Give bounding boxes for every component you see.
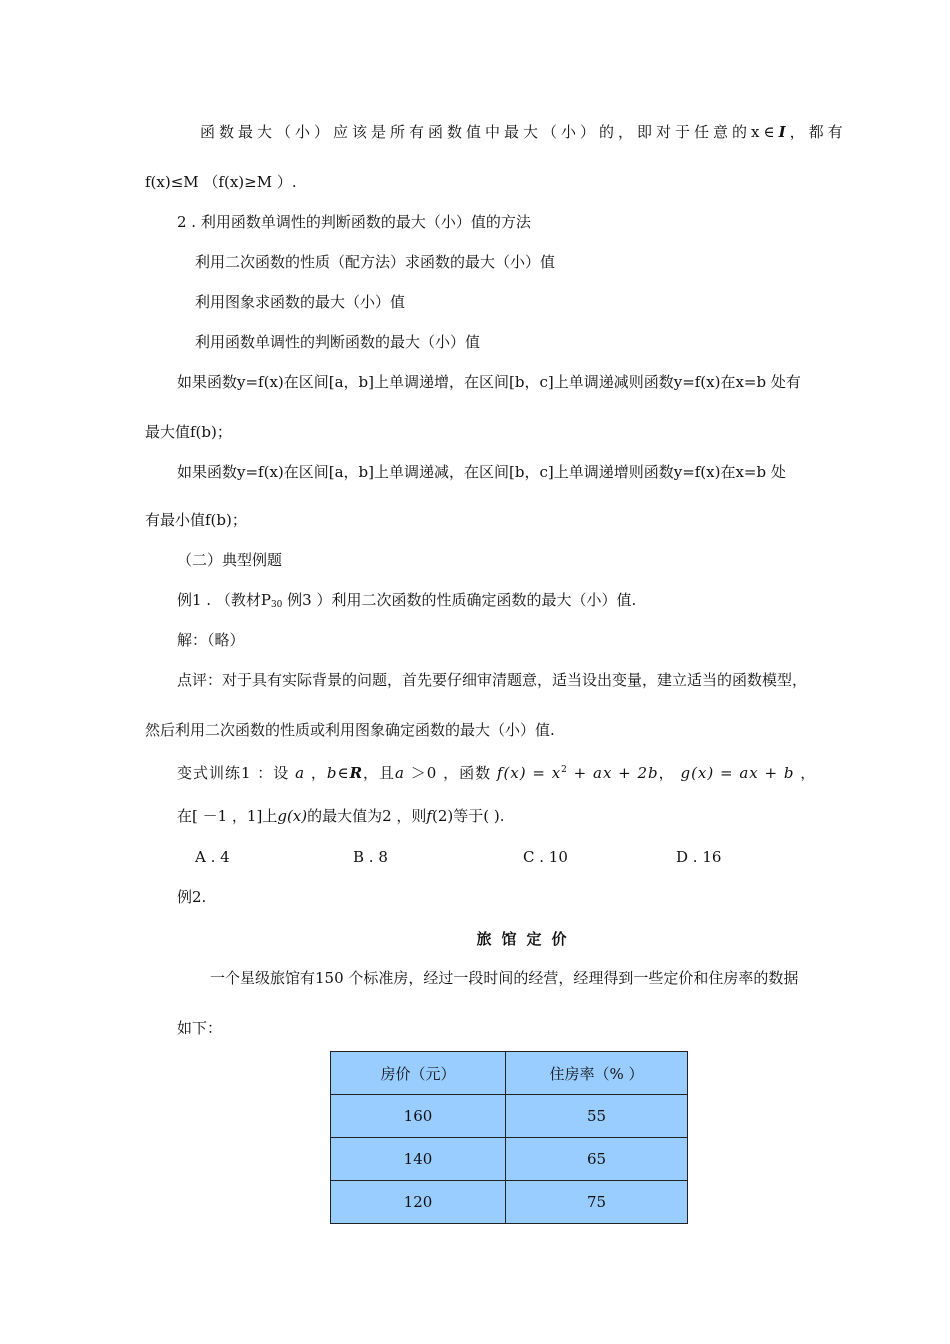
text-line-8: 最大值f(b)； xyxy=(145,423,232,441)
comment-line-2: 然后利用二次函数的性质或利用图象确定函数的最大（小）值. xyxy=(145,721,555,739)
text-span: ， xyxy=(800,764,817,782)
solution-line: 解：（略） xyxy=(177,631,245,649)
table-cell: 55 xyxy=(506,1095,688,1138)
text-span: 在[ －1 ，1]上 xyxy=(177,807,278,825)
section-heading: （二）典型例题 xyxy=(177,551,283,569)
price-occupancy-table xyxy=(330,1051,688,1224)
text-span: ，都有 xyxy=(789,123,847,141)
math-var: f xyxy=(426,807,432,825)
math-var: g xyxy=(680,764,692,782)
text-line-9: 如果函数y=f(x)在区间[a，b]上单调递减，在区间[b，c]上单调递增则函数y=f(x)在x=b 处 xyxy=(177,463,786,481)
math-expr: (x) = x xyxy=(503,764,562,782)
math-var: a xyxy=(295,764,306,782)
math-var: b xyxy=(326,764,338,782)
math-var: f xyxy=(496,764,504,782)
text-span: x∈ xyxy=(751,123,779,141)
text-span: 的最大值为2 ，则 xyxy=(307,807,427,825)
math-expr: + ax + 2b xyxy=(567,764,659,782)
example-2-label: 例2. xyxy=(177,888,207,906)
table-cell: 65 xyxy=(506,1138,688,1181)
text-span: 例3 ）利用二次函数的性质确定函数的最大（小）值. xyxy=(282,591,637,609)
table-header-cell: 住房率（% ） xyxy=(506,1052,688,1095)
math-expr: (2) xyxy=(431,807,454,825)
text-span: 等于( ). xyxy=(453,807,505,825)
option-a: A . 4 xyxy=(195,848,230,866)
variant-exercise-line xyxy=(177,760,816,783)
text-span: 例1 . （教材P xyxy=(177,591,271,609)
table-row xyxy=(331,1181,688,1224)
section-title: 旅馆定价 xyxy=(476,930,577,948)
comment-line-1: 点评：对于具有实际背景的问题，首先要仔细审清题意，适当设出变量，建立适当的函数模型， xyxy=(177,671,808,689)
table-cell: 160 xyxy=(331,1095,506,1138)
option-c: C . 10 xyxy=(523,848,568,866)
math-symbol: I xyxy=(778,123,790,141)
text-span: ， xyxy=(658,764,675,782)
text-line-3: 2 . 利用函数单调性的判断函数的最大（小）值的方法 xyxy=(177,213,531,231)
table-row xyxy=(331,1138,688,1181)
text-line-1 xyxy=(200,122,847,142)
text-line-7: 如果函数y=f(x)在区间[a，b]上单调递增，在区间[b，c]上单调递减则函数y=f(x)在x=b 处有 xyxy=(177,373,801,391)
text-line-4: 利用二次函数的性质（配方法）求函数的最大（小）值 xyxy=(195,253,556,271)
table-header-row xyxy=(331,1052,688,1095)
text-line-6: 利用函数单调性的判断函数的最大（小）值 xyxy=(195,333,481,351)
problem-line-1: 一个星级旅馆有150 个标准房，经过一段时间的经营，经理得到一些定价和住房率的数据 xyxy=(210,969,799,987)
table-cell: 75 xyxy=(506,1181,688,1224)
text-span: ，且 xyxy=(363,764,396,782)
math-var: g xyxy=(277,807,287,825)
math-expr: (x) xyxy=(286,807,308,825)
table-cell: 120 xyxy=(331,1181,506,1224)
option-b: B . 8 xyxy=(353,848,388,866)
text-span: ∈ xyxy=(337,764,350,782)
variant-exercise-line-2 xyxy=(177,806,504,826)
subscript: 30 xyxy=(270,600,283,610)
text-span: ＞0 ，函数 xyxy=(410,764,492,782)
option-d: D . 16 xyxy=(676,848,722,866)
table-row xyxy=(331,1095,688,1138)
problem-line-2: 如下： xyxy=(177,1019,223,1037)
text-line-2: f(x)≤M （f(x)≥M ）. xyxy=(145,173,297,191)
text-span: 变式训练1 ：设 xyxy=(177,764,290,782)
text-line-5: 利用图象求函数的最大（小）值 xyxy=(195,293,406,311)
text-span: 函数最大（小）应该是所有函数值中最大（小）的，即对于任意的 xyxy=(200,123,752,141)
math-symbol: R xyxy=(349,764,364,782)
math-var: a xyxy=(395,764,405,782)
superscript: 2 xyxy=(561,765,568,775)
example-1-line xyxy=(177,590,636,615)
text-span: ， xyxy=(310,764,327,782)
table-header-cell: 房价（元） xyxy=(331,1052,506,1095)
table-cell: 140 xyxy=(331,1138,506,1181)
math-expr: (x) = ax + b xyxy=(691,764,795,782)
text-line-10: 有最小值f(b)； xyxy=(145,511,247,529)
